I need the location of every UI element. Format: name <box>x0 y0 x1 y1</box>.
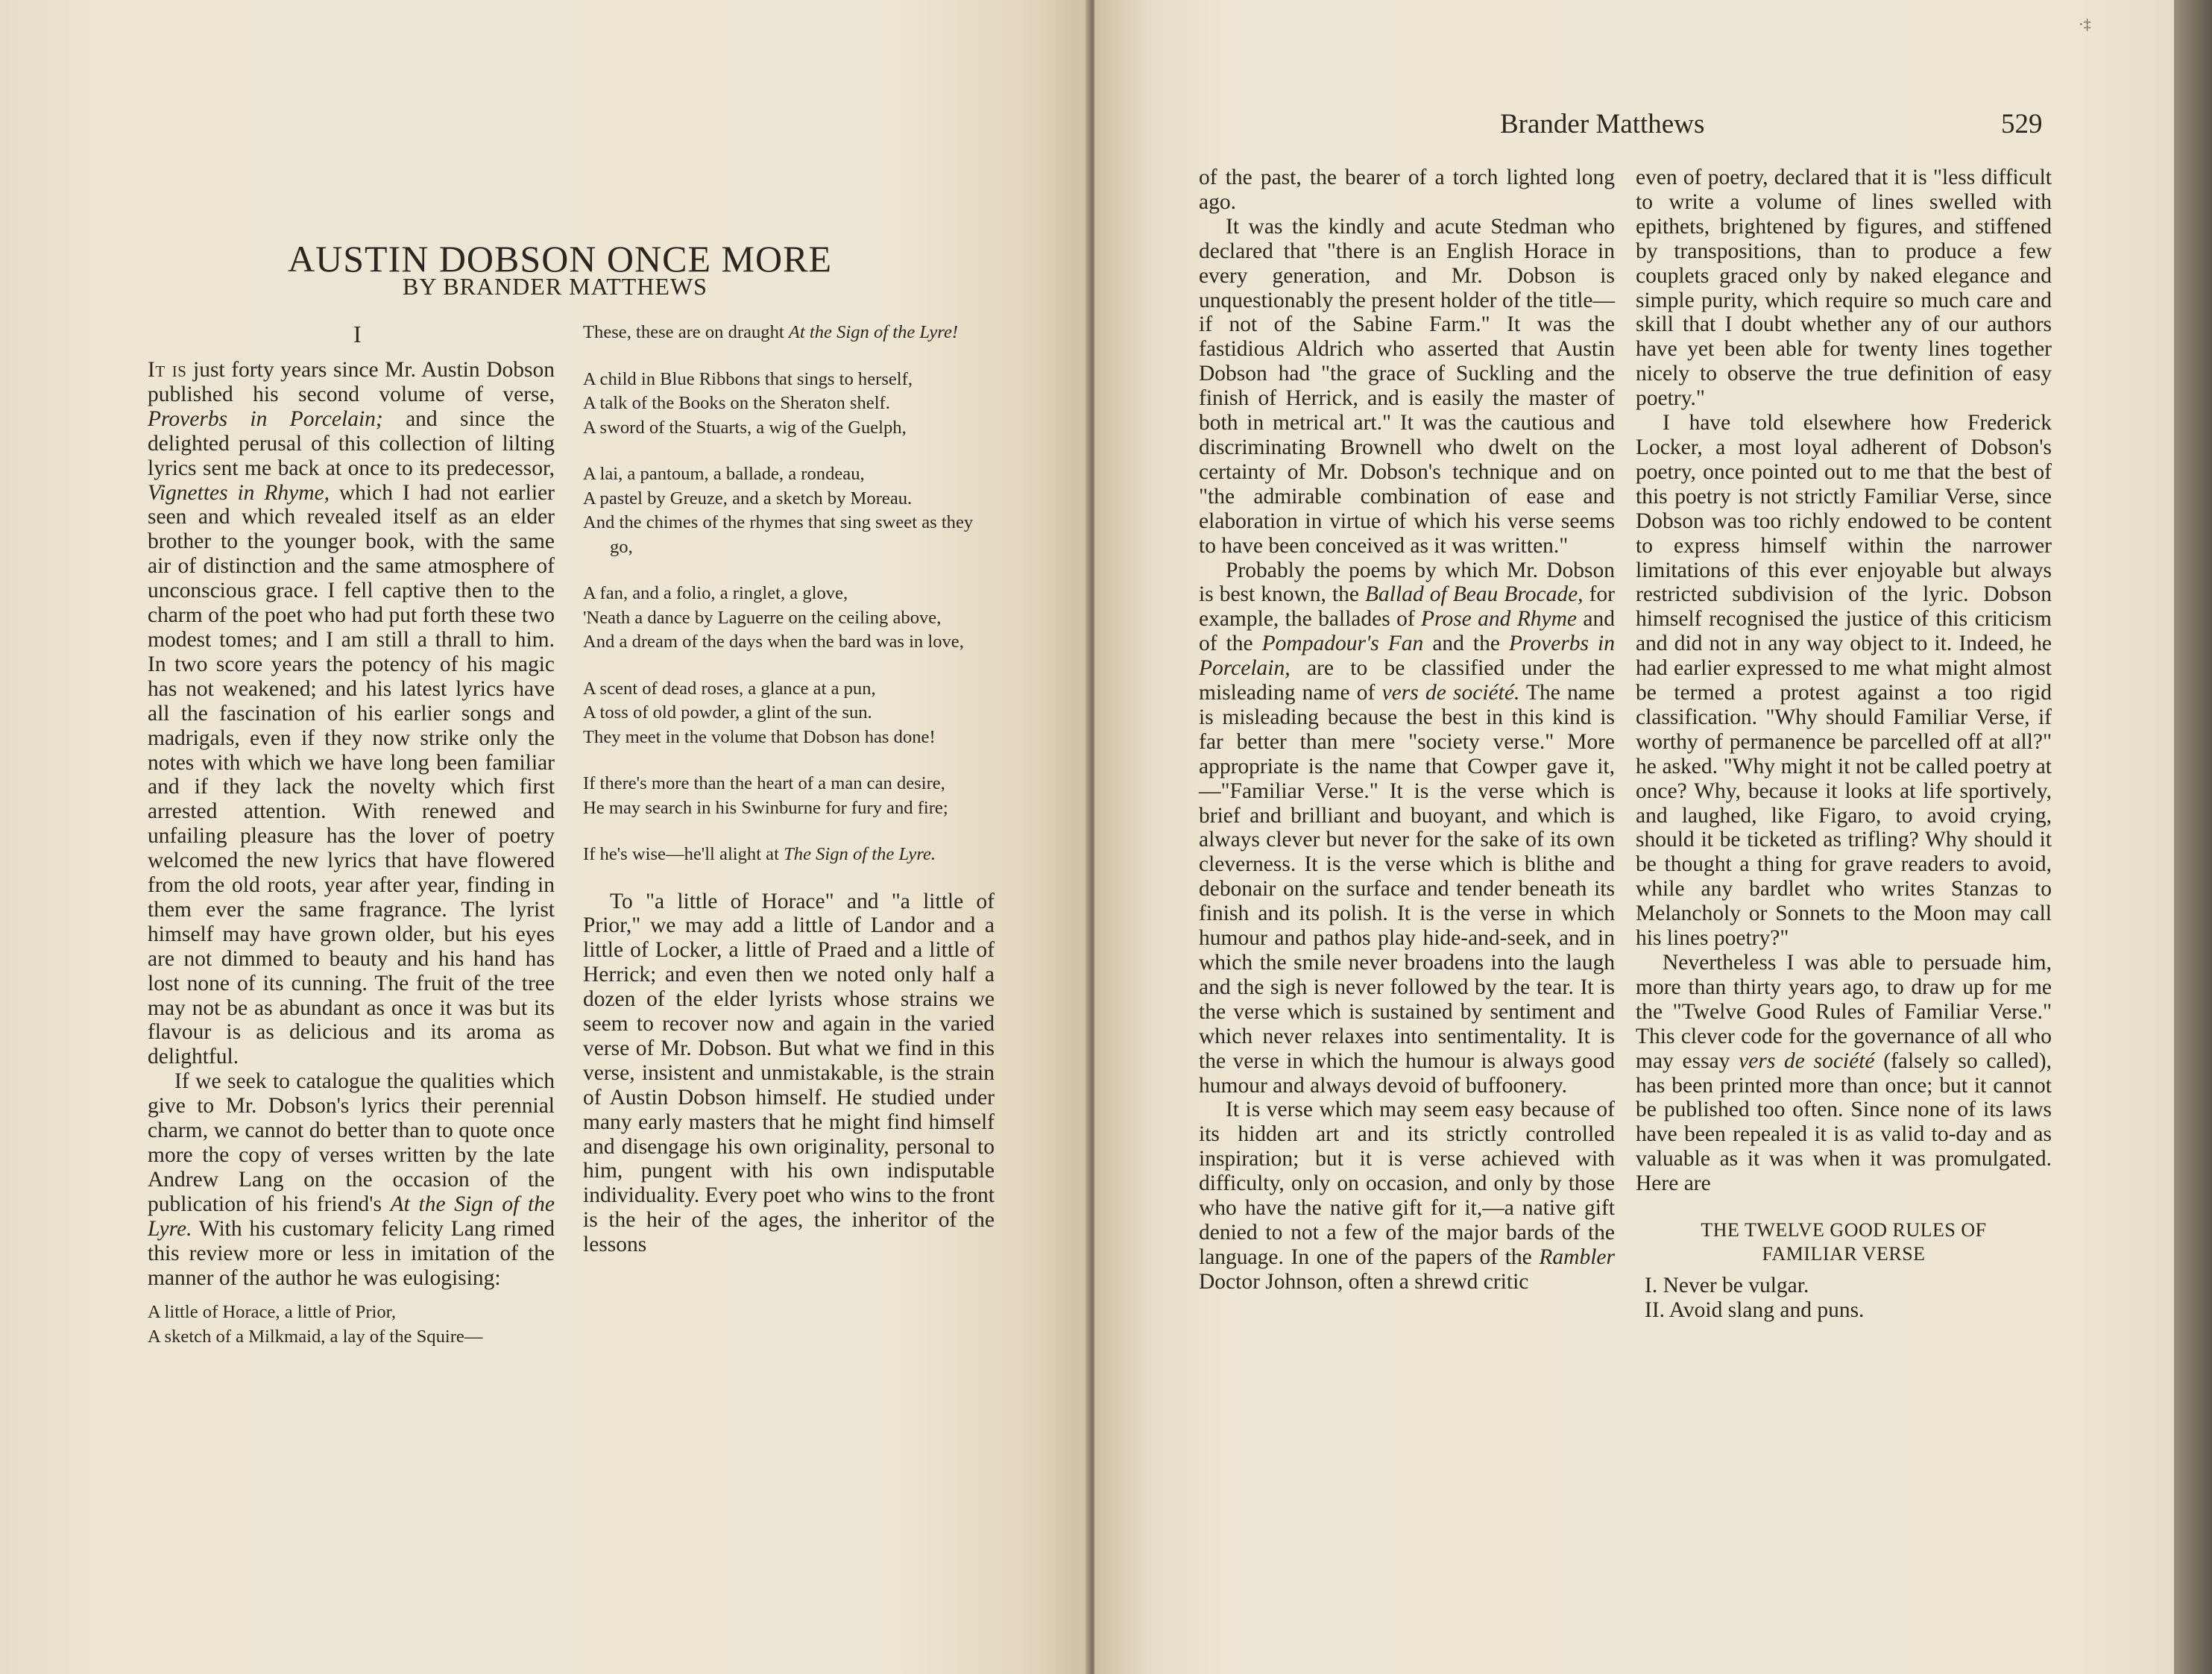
verse-stanza <box>583 462 995 559</box>
paragraph: Probably the poems by which Mr. Dobson is best known, the Ballad of Beau Brocade, for example, the ballades of Prose and Rhyme and of the Pompadour's Fan and the Proverbs in Porcelain, are to be classified under the misleading name of vers de société. The name is misleading because the best in this kind is far better than mere "society verse." More appropriate is the name that Cowper gave it,—"Familiar Verse." It is the verse which is brief and brilliant and buoyant, and which is always clever but never for the sake of its own cleverness. It is the verse which is blithe and debonair on the surface and tender beneath its finish and its polish. It is the verse in which humour and pathos play hide-and-seek, and in which the smile never broadens into the laugh and the sigh is never followed by the tear. It is the verse which is sustained by sentiment and which never relaxes into sentimentality. It is the verse in which the humour is always good humour and always devoid of buffoonery. <box>1199 558 1615 1098</box>
paragraph: To "a little of Horace" and "a little of Prior," we may add a little of Landor and a little of Locker, a little of Praed and a little of Herrick; and even then we noted only half a dozen of the elder lyrists whose strains we seem to recover now and again in the varied verse of Mr. Dobson. But what we find in this verse, insistent and unmistakable, is the strain of Austin Dobson himself. He studied under many early masters that he might find himself and disengage his own originality, personal to him, pungent with his own indisputable individuality. Every poet who wins to the front is the heir of the ages, the inheritor of the lessons <box>583 889 995 1257</box>
verse-line: He may search in his Swinburne for fury and fire; <box>583 797 948 818</box>
verse-line: These, these are on draught At the Sign of the Lyre! <box>583 322 959 342</box>
verse-line: They meet in the volume that Dobson has done! <box>583 726 936 747</box>
verse-stanza <box>583 772 995 820</box>
verse-line: A lai, a pantoum, a ballade, a rondeau, <box>583 464 865 484</box>
verse-line: A sketch of a Milkmaid, a lay of the Squire— <box>148 1326 483 1347</box>
lead-small-caps: It is <box>148 358 187 382</box>
paragraph: I have told elsewhere how Frederick Locker, a most loyal adherent of Dobson's poetry, once pointed out to me that the best of this poetry is not strictly Familiar Verse, since Dobson was too richly endowed to be content to express himself within the narrower limitations of this ever enjoyable but always restricted subdivision of the lyric. Dobson himself recognised the justice of this criticism and did not in any way object to it. Indeed, he had earlier expressed to me what might almost be termed a protest against a too rigid classification. "Why should Familiar Verse, if worthy of permanence be parcelled off at all?" he asked. "Why might it not be called poetry at once? Why, because it looks at life sportively, and laughed, like Figaro, to avoid crying, should it be ticketed as trifling? Why should it be thought a thing for grave readers to avoid, while any bardlet who writes Stanzas to Melancholy or Sonnets to the Moon may call his lines poetry?" <box>1636 411 2052 951</box>
column-3 <box>1199 166 1615 1294</box>
article-title: AUSTIN DOBSON ONCE MORE <box>288 237 832 280</box>
paragraph: If we seek to catalogue the qualities which give to Mr. Dobson's lyrics their perennial charm, we cannot do better than to quote once more the copy of verses written by the late Andrew Lang on the occasion of the publication of his friend's At the Sign of the Lyre. With his customary felicity Lang rimed this review more or less in imitation of the manner of the author he was eulogising: <box>148 1069 555 1290</box>
verse-line: A talk of the Books on the Sheraton shelf. <box>583 393 890 413</box>
verse-line: 'Neath a dance by Laguerre on the ceiling above, <box>583 607 942 628</box>
verse-line: If there's more than the heart of a man can desire, <box>583 773 945 793</box>
running-head: Brander Matthews <box>1500 109 1705 139</box>
paragraph: Nevertheless I was able to persuade him, more than thirty years ago, to draw up for me the "Twelve Good Rules of Familiar Verse." This clever code for the governance of all who may essay vers de société (falsely so called), has been printed more than once; but it cannot be published too often. Since none of its laws have been repealed it is as valid to-day and as valuable as it was when it was promulgated. Here are <box>1636 951 2052 1196</box>
verse-line: A toss of old powder, a glint of the sun. <box>583 702 872 723</box>
ink-mark: ·‡ <box>2079 16 2091 33</box>
paragraph: It was the kindly and acute Stedman who declared that "there is an English Horace in every generation, and Mr. Dobson is unquestionably the present holder of the title—if not of the Sabine Farm." It was the fastidious Aldrich who asserted that Austin Dobson had "the grace of Suckling and the finish of Herrick, and is easily the master of both in metrical art." It was the cautious and discriminating Brownell who dwelt on the certainty of Mr. Dobson's technique and on "the admirable combination of ease and elaboration in virtue of which his verse seems to have been conceived as it was written." <box>1199 214 1615 558</box>
verse-line: A pastel by Greuze, and a sketch by Moreau. <box>583 488 913 509</box>
verse-line: A little of Horace, a little of Prior, <box>148 1302 396 1323</box>
article-byline: BY BRANDER MATTHEWS <box>403 273 708 300</box>
page-number: 529 <box>2001 109 2043 139</box>
verse-line: And a dream of the days when the bard was in love, <box>583 632 964 652</box>
paragraph: It is verse which may seem easy because of its hidden art and its strictly controlled inspiration; but it is verse achieved with difficulty, only on occasion, and only by those who have the native gift for it,—a native gift denied to not a few of the major bards of the language. In one of the papers of the Rambler Doctor Johnson, often a shrewd critic <box>1199 1098 1615 1294</box>
verse-quote <box>148 1300 555 1349</box>
verse-stanza <box>583 368 995 441</box>
left-page <box>0 0 1090 1674</box>
paragraph: even of poetry, declared that it is "less difficult to write a volume of lines swelled with epithets, brightened by figures, and stiffened by transpositions, than to produce a few couplets graced only by naked elegance and simple purity, which require so much care and skill that I doubt whether any of our authors have yet been able for twenty lines together nicely to observe the true definition of easy poetry." <box>1636 166 2052 411</box>
paragraph: of the past, the bearer of a torch lighted long ago. <box>1199 166 1615 214</box>
column-1 <box>148 358 555 1349</box>
verse-line: A scent of dead roses, a glance at a pun, <box>583 678 876 699</box>
rules-heading: THE TWELVE GOOD RULES OF FAMILIAR VERSE <box>1701 1219 1987 1265</box>
section-numeral: I <box>353 321 362 347</box>
verse-line: A sword of the Stuarts, a wig of the Guelph, <box>583 417 907 438</box>
verse-line: And the chimes of the rhymes that sing sweet as they go, <box>583 512 974 557</box>
right-page <box>1094 0 2174 1674</box>
column-2 <box>583 321 995 1257</box>
rule-item: I. Never be vulgar. <box>1645 1274 1809 1298</box>
verse-line: If he's wise—he'll alight at The Sign of the Lyre. <box>583 844 936 864</box>
verse-stanza <box>583 843 995 867</box>
rule-item: II. Avoid slang and puns. <box>1645 1298 1865 1323</box>
verse-stanza <box>583 582 995 655</box>
paragraph: It is just forty years since Mr. Austin Dobson published his second volume of verse, Proverbs in Porcelain; and since the delighted perusal of this collection of lilting lyrics sent me back at once to its predecessor, Vignettes in Rhyme, which I had not earlier seen and which revealed itself as an elder brother to the younger book, with the same air of distinction and the same atmosphere of unconscious grace. I fell captive then to the charm of the poet who had put forth these two modest tomes; and I am still a thrall to him. In two score years the potency of his magic has not weakened; and his latest lyrics have all the fascination of his earlier songs and madrigals, even if they now strike only the notes with which we have long been familiar and if they lack the novelty which first arrested attention. With renewed and unfailing pleasure has the lover of poetry welcomed the new lyrics that have flowered from the old roots, year after year, finding in them ever the same fragrance. The lyrist himself may have grown older, but his eyes are not dimmed to beauty and his hand has lost none of its cunning. The fruit of the tree may not be as abundant as once it was but its flavour is as delicious and its aroma as delightful. <box>148 358 555 1069</box>
column-4 <box>1636 166 2052 1323</box>
verse-stanza <box>583 677 995 750</box>
verse-line: A child in Blue Ribbons that sings to herself, <box>583 368 913 389</box>
verse-line: A fan, and a folio, a ringlet, a glove, <box>583 583 848 603</box>
book-edge <box>2174 0 2212 1674</box>
verse-stanza <box>583 321 995 345</box>
verse-stanzas <box>583 368 995 821</box>
